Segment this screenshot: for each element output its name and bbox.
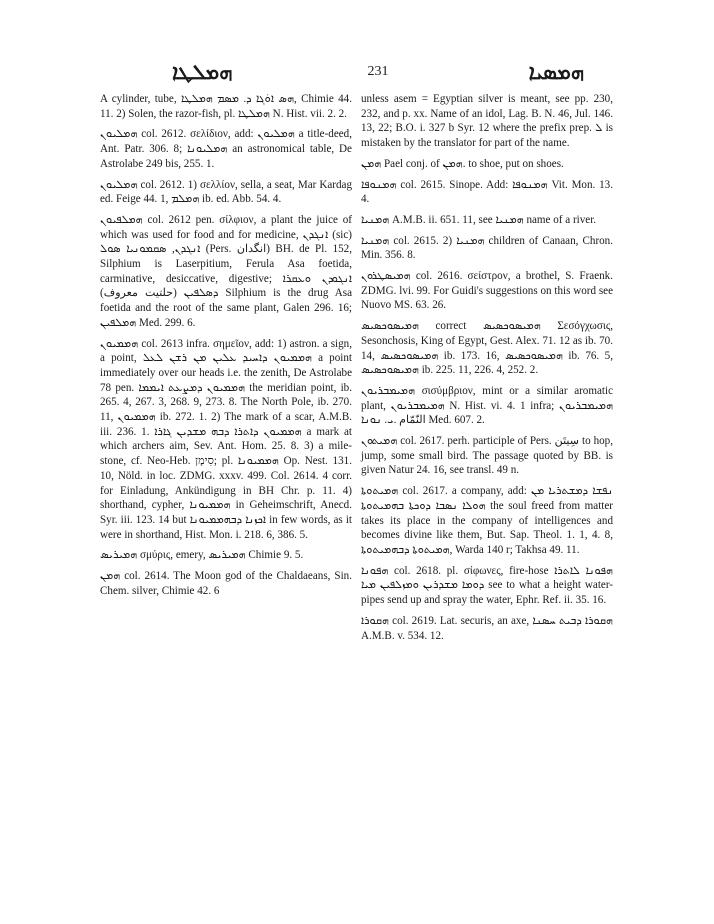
- entry: ܗܡܝܪܝܣ σμύρις, emery, ܗܡܝܪܝܣ Chimie 9. 5.: [100, 549, 304, 562]
- entry: ܗܡܝܬܘܢ col. 2617. perh. participle of Pers. سِيتَن to hop, jump, some small bird. The passage quoted by BB. is given Natur 24. 16, see transl. 49 n.: [361, 435, 613, 477]
- entry: ܗܩܘܪܐ col. 2619. Lat. securis, an axe, ܗܩܘܪܐ ܕܒܝܬ ܚܣܢܐ A.M.B. v. 534. 12.: [361, 614, 613, 642]
- entry: ܗܡܡܝܘܢ col. 2613 infra. σημεῖον, add: 1) astron. a sign, a point, ܗܡܡܝܘܢ ܕܐܚܝܕ ܥܠܝܢ ܡܢ ܪܫܢ ܠܥܠ a point immediately over our heads i.e. the zenith, De Astrolabe 78 pen. ܗܡܡܝܘܢ ܕܡܨܥܬ ܐܝܡܡܐ the meridian point, ib. 265. 4, 267. 3, 268. 9, 273. 8. The North Pole, ib. 270. 11, ܗܡܡܝܘܢ ib. 272. 1. 2) The mark of a scar, A.M.B. iii. 236. 1. ܗܡܡܝܘܢ ܕܐܬܪܐ ܕܒܗ ܡܫܕܝܢ ܓܐܪܐ a mark at which archers aim, Sev. Ant. Hom. 25. 8. 3) a mile-stone, cf. Neo-Heb. סִימָן; pl. ܗܡܡܝܘܢܐ Op. Nest. 131. 10, Nöld. in loc. ZDMG. xxxv. 499. Col. 2614. 4 corr. for Einladung, Ankündigung in BH Chr. p. 11. 4) shorthand, cypher, ܗܡܡܝܘܢܐ in Geheimschrift, Anecd. Syr. iii. 123. 14 but ܐܟܙܢܐ ܕܒܗܡܡܝܘܢܐ in few words, as it were in shorthand, Hist. Mon. i. 218. 6, 386. 5.: [100, 337, 353, 541]
- page-number: 231: [367, 64, 389, 79]
- entry: ܗܡܝܣܛܪܘܢ col. 2616. σείστρον, a brothel, S. Fraenk. ZDMG. lvi. 99. For Guidi's suggestions on this word see Nuovo MS. 63. 26.: [361, 270, 613, 312]
- entry: ܗܡܠܦܝܘܢ col. 2612 pen. σίλφιον, a plant the juice of which was used for food and for medicine, ܐܢܓܕܢ (sic) ܐܢܓܕܢ, ܣܩܡܘܢܝܐ ܣܘܠ (Pers. انگدان) BH. de Pl. 152, Silphium is Laserpitium, Ferula Asa foetida, carminative, desiccative, digestive; ܐܢܓܘܕܢ ܘܥܩܪܐ ܕܣܠܦܝܢ (حلتيت معروف) Silphium is the drug Asa foetida and the root of the same plant, Galen 296. 16; ܗܡܠܦܝܢ Med. 299. 6.: [100, 213, 353, 329]
- entry: ܗܡܝܣܘܟܣܝܣ correct ܗܡܝܣܘܟܣܝܣ Σεσόγχωσις, Sesonchosis, King of Egypt, Gest. Alex. 71. 12 as ib. 70. 14, ܗܡܝܣܘܟܣܝܣ ib. 173. 16, ܗܡܝܣܘܟܣܝܣ ib. 76. 5, ܗܡܝܣܘܟܣܝܣ ib. 225. 11, 226. 4, 252. 2.: [361, 320, 614, 377]
- left-running-head: ܗܡܠܛܐ: [172, 60, 233, 84]
- left-column: [100, 92, 352, 605]
- entry: ܗܡܝܬܘܬܐ col. 2617. a company, add: ܢܦܫܐ ܕܡܫܬܪܝܐ ܡܢ ܗܘܠܐ ܢܣܒܐ ܕܘܟܬܐ ܒܗܡܝܬܘܬܐ the soul freed from matter takes its place in the company of intelligences and becomes divine like them, But. Sap. Theol. 1. 1, 4. 8, ܗܡܝܬܘܬܐ ܕܒܗܡܝܬܘܬܐ, Warda 140 r; Takhsa 49. 11.: [361, 485, 614, 556]
- entry: ܗܡܠܝܘܢ col. 2612. σελίδιον, add: ܗܡܠܝܘܢ a title-deed, Ant. Patr. 306. 8; ܗܡܠܝܘܢܐ an astronomical table, De Astrolabe 249 bis, 255. 1.: [100, 128, 352, 170]
- right-running-head: ܗܡܣܝܐ: [528, 60, 584, 84]
- entry: ܗܡܠܝܘܢ col. 2612. 1) σελλίον, sella, a seat, Mar Kardag ed. Feige 44. 1, ܗܡܠܡ ib. ed. Abb. 54. 4.: [100, 178, 352, 206]
- entry: ܗܡܢܝܐ A.M.B. ii. 651. 11, see ܗܡܢܝܐ name of a river.: [361, 213, 597, 226]
- entry: ܗܡܢܝܐ col. 2615. 2) ܗܡܢܝܐ children of Canaan, Chron. Min. 356. 8.: [361, 234, 614, 262]
- entry: ܗܡܝܡܒܪܝܘܢ σισύμβριον, mint or a similar aromatic plant, ܗܡܝܡܒܪܝܘܢ N. Hist. vi. 4. 1 infra; ܗܡܝܡܒܪܝܘܢ النّمّام .ܝ. ܢܘܢܐ Med. 607. 2.: [361, 384, 614, 427]
- page-header: [100, 58, 656, 88]
- entry: unless asem = Egyptian silver is meant, see pp. 230, 232, and p. xx. Name of an idol, Lag. B. N. 46, Jul. 146. 13, 22; B.O. i. 327 b Syr. 12 where the prefix prep. ܠ is mistaken by the translator for part of the name.: [361, 93, 613, 150]
- entry: ܗܡܢ col. 2614. The Moon god of the Chaldaeans, Sin. Chem. silver, Chimie 42. 6: [100, 570, 352, 597]
- entry: ܗܡܢ Pael conj. of ܗܡܢ. to shoe, put on shoes.: [361, 157, 564, 170]
- right-column: [361, 92, 613, 649]
- entry: ܗܦܘܢܐ col. 2618. pl. σίφωνες, fire-hose ܗܦܘܢܐ ܠܐܬܪܐ ܕܘܡܐ ܡܫܕܪܝܢ ܘܡܙܠܦܝܢ ܡܝܐ see to what a height water-pipes send up and spray the water, Ephr. Ref. ii. 35. 16.: [361, 564, 614, 607]
- entry: ܗܡܢܘܦܐ col. 2615. Sinope. Add: ܗܡܢܘܦܐ Vit. Mon. 13. 4.: [361, 178, 613, 206]
- entry: A cylinder, tube, ܗܣ ܐܘܿܓܐ ܕ. ܡܣܡ ܗܡܠܛܐ, Chimie 44. 11. 2) Solen, the razor-fish, pl. ܗܡܠܛܐ N. Hist. vii. 2. 2.: [100, 93, 353, 120]
